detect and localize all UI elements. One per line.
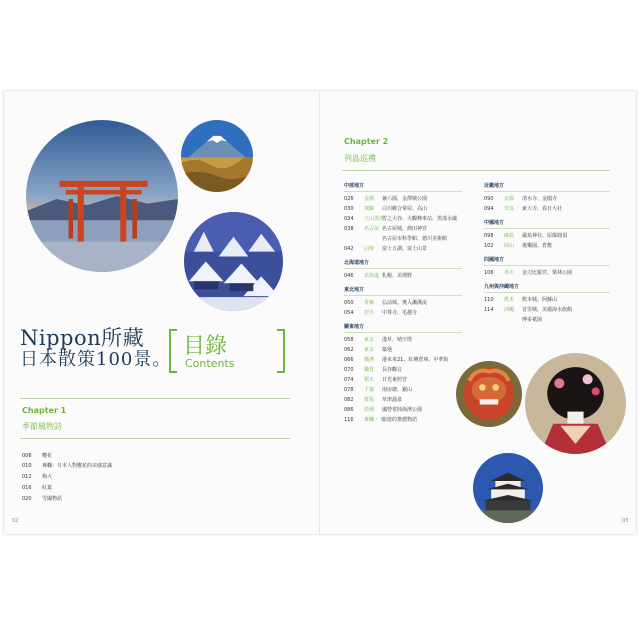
entry-title: 博多祇園 [522,317,543,323]
entry-area: 岩手 [364,310,375,316]
region-divider [484,265,610,266]
entry-title: 雪之大谷、大觀峰車站、黑部水壩 [382,216,458,222]
entry-title: 札幌、美瑛野 [382,273,413,279]
toc-entry[interactable] [344,367,402,373]
entry-title: 東大寺、春日大社 [522,206,563,212]
chapter1-rule-bottom [20,438,290,439]
region-heading: 關東地方 [344,324,365,330]
entry-title: 白川鄉合掌屋、高山 [382,206,428,212]
entry-area: 奈良 [504,206,515,212]
entry-area: 金澤 [364,196,375,202]
book-title-line1: Nippon所藏 [20,326,145,350]
toc-entry[interactable] [484,206,562,212]
entry-title: 紅葉 [42,485,53,491]
toc-entry[interactable] [344,196,427,202]
toc-entry[interactable] [484,233,567,239]
entry-area: 東京 [364,337,375,343]
chapter2-rule [342,170,610,171]
region-heading: 九州與沖繩地方 [484,284,520,290]
entry-area: 栃木 [364,377,375,383]
chapter1-rule-top [20,398,290,399]
geisha-photo [525,353,626,454]
region-heading: 中部地方 [344,183,365,189]
entry-page: 102 [484,243,494,249]
toc-entry[interactable] [22,463,112,469]
contents-heading-en: Contents [185,357,235,370]
toc-entry[interactable] [484,317,542,323]
entry-area: 千葉 [364,387,375,393]
entry-title: 名古屋市科學館、德川美術館 [382,236,448,242]
chapter2-label: Chapter 2 [344,137,389,146]
entry-title: 國營常陸海濱公園 [382,407,423,413]
toc-entry[interactable] [484,297,557,303]
entry-title: 草津溫泉 [382,397,403,403]
entry-title: 名古屋城、熱田神宮 [382,226,428,232]
entry-area: 橫濱 [364,357,375,363]
region-heading: 北海道地方 [344,260,370,266]
entry-page: 034 [344,216,354,222]
entry-page: 070 [344,367,354,373]
entry-title: 清水寺、金閣寺 [522,196,558,202]
entry-title: 梅大 [42,474,53,480]
toc-entry[interactable] [22,496,62,502]
toc-entry[interactable] [484,196,557,202]
entry-page: 058 [344,337,354,343]
book-title-line2: 日本散策100景。 [20,349,172,370]
entry-page: 026 [344,196,354,202]
entry-page: 016 [22,485,32,491]
entry-area: 名古屋 [364,226,380,232]
toc-entry[interactable] [344,216,457,222]
bracket-right [277,329,285,373]
entry-area: 北海道 [364,273,380,279]
entry-page: 012 [22,474,32,480]
bracket-left [169,329,177,373]
toc-entry[interactable] [22,485,52,491]
entry-area: 香川 [504,270,515,276]
entry-page: 062 [344,347,354,353]
page-number-left: 02 [12,518,19,524]
entry-title: 金刀比羅宮、栗林公園 [522,270,573,276]
entry-area: 青森 [364,300,375,306]
entry-page: 098 [484,233,494,239]
entry-area: 沖繩 [504,307,515,313]
chapter2-title: 列島巡禮 [344,154,376,163]
toc-entry[interactable] [344,377,407,383]
entry-page: 038 [344,226,354,232]
entry-page: 020 [22,496,32,502]
toc-entry[interactable] [344,407,422,413]
region-divider [344,332,462,333]
torii-photo [26,120,178,272]
entry-title: 熊本城、阿蘇山 [522,297,558,303]
entry-area: 飛驒 [364,206,375,212]
contents-heading-zh: 目錄 [183,334,228,359]
region-divider [484,292,610,293]
entry-page: 010 [22,463,32,469]
entry-page: 090 [484,196,494,202]
entry-title: 富士五湖、富士山景 [382,246,428,252]
region-divider [344,191,462,192]
entry-page: 094 [484,206,494,212]
toc-entry[interactable] [344,273,412,279]
entry-page: 106 [484,270,494,276]
entry-area: 東京 [364,347,375,353]
toc-entry[interactable] [22,453,52,459]
entry-title: 後樂園、倉敷 [522,243,553,249]
entry-page: 110 [484,297,494,303]
toc-entry[interactable] [344,246,427,252]
page-number-right: 03 [622,518,629,524]
entry-page: 030 [344,206,354,212]
entry-page: 050 [344,300,354,306]
entry-page: 114 [484,307,494,313]
region-divider [484,228,610,229]
toc-entry[interactable] [344,236,447,242]
entry-page: 074 [344,377,354,383]
entry-page: 116 [344,417,354,423]
entry-area: 山梨 [364,246,375,252]
snow-village-photo [184,212,283,311]
entry-page: 082 [344,397,354,403]
entry-title: 南房總、鋸山 [382,387,413,393]
book-title [20,327,171,371]
region-divider [484,191,610,192]
region-heading: 近畿地方 [484,183,505,189]
toc-entry[interactable] [484,307,572,313]
entry-title: 築地 [382,347,393,353]
entry-title: 櫻花 [42,453,53,459]
entry-page: 054 [344,310,354,316]
contents-heading [169,329,285,373]
entry-area: 鎌倉 [364,367,375,373]
toc-entry[interactable] [22,474,52,480]
entry-title: 長谷觀音 [382,367,403,373]
right-page [320,91,636,534]
entry-title: 兼六園、金澤城公園 [382,196,428,202]
entry-title: 日光東照宮 [382,377,408,383]
entry-title: 弘前城、奧入瀨溪流 [382,300,428,306]
entry-title: 首里城、美麗海水族館 [522,307,573,313]
castle-photo [473,453,543,523]
region-divider [344,295,462,296]
toc-entry[interactable] [344,397,402,403]
left-page [4,91,320,534]
entry-area: 京都 [504,196,515,202]
toc-entry[interactable] [344,387,412,393]
entry-title: 專欄：日本人對櫻花的美感意識 [42,463,113,469]
toc-entry[interactable] [484,270,572,276]
shisa-photo [456,361,522,427]
entry-page: 046 [344,273,354,279]
entry-area: 專欄・下 [364,417,385,423]
entry-title: 雪國物語 [42,496,63,502]
entry-area: 岡山 [504,243,515,249]
entry-page: 086 [344,407,354,413]
entry-area: 熊本 [504,297,515,303]
entry-title: 港未來21、紅磚倉庫、中華街 [382,357,449,363]
entry-page: 006 [22,453,32,459]
mount-fuji-photo [181,120,253,192]
toc-entry[interactable] [344,206,427,212]
entry-area: 茨城 [364,407,375,413]
chapter1-label: Chapter 1 [22,406,67,415]
entry-title: 淺草、晴空塔 [382,337,413,343]
region-heading: 中國地方 [484,220,505,226]
toc-entry[interactable] [344,337,412,343]
entry-area: 立山黑部 [364,216,385,222]
entry-page: 042 [344,246,354,252]
entry-area: 廣島 [504,233,515,239]
region-heading: 四國地方 [484,257,505,263]
region-heading: 東北地方 [344,287,365,293]
entry-title: 中尊寺、毛越寺 [382,310,418,316]
toc-entry[interactable] [344,300,427,306]
entry-area: 群馬 [364,397,375,403]
toc-entry[interactable] [344,226,427,232]
toc-entry[interactable] [344,417,417,423]
region-divider [344,268,462,269]
chapter1-title: 季節風物詩 [22,422,62,431]
entry-title: 嚴島神社、原爆圓頂 [522,233,568,239]
toc-entry[interactable] [484,243,552,249]
toc-entry[interactable] [344,357,448,363]
toc-entry[interactable] [344,310,417,316]
entry-page: 066 [344,357,354,363]
entry-page: 078 [344,387,354,393]
book-spread [4,91,636,534]
entry-title: 旅遊的推薦物語 [382,417,418,423]
toc-entry[interactable] [344,347,392,353]
